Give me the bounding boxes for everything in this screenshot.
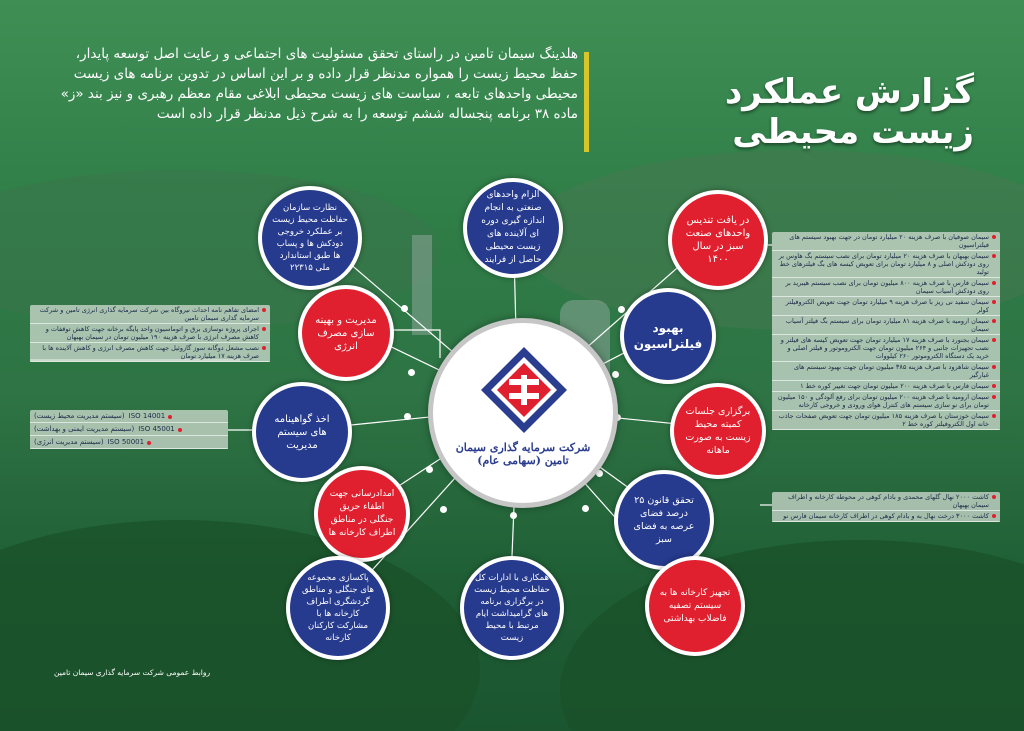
bullet-icon — [992, 338, 996, 342]
connector-dot — [618, 306, 625, 313]
bullet-icon — [992, 319, 996, 323]
bullet-icon — [992, 395, 996, 399]
bullet-icon — [992, 384, 996, 388]
node-doe-cooperation: همکاری با ادارات کل حفاظت محیط زیست در برگزاری برنامه های گرامیداشت ایام مرتبط با محیط زیست — [460, 556, 564, 660]
node-pollutant-measurement: الزام واحدهای صنعتی به انجام اندازه گیری دوره ای آلاینده های زیست محیطی حاصل از فرایند — [463, 178, 563, 278]
company-hub — [428, 318, 618, 508]
list-item: امضای تفاهم نامه احداث نیروگاه بین شرکت سرمایه گذاری انرژی تامین و شرکت سرمایه گذاری سیمان تامین — [30, 305, 270, 324]
connector-dot — [440, 506, 447, 513]
iso-item: ISO 50001 (سیستم مدیریت انرژی) — [30, 436, 228, 449]
list-item: سیمان شاهرود با صرف هزینه ۳۸۵ میلیون تومان جهت بهبود سیستم های غبارگیر — [772, 362, 1000, 381]
list-item: سیمان فارس با صرف هزینه ۲۰۰ میلیون تومان جهت تغییر کوره خط ۱ — [772, 381, 1000, 392]
list-item: کاشت ۲۰۰۰ نهال گلهای محمدی و بادام کوهی در محوطه کارخانه و اطراف سیمان بهبهان — [772, 492, 1000, 511]
list-item: سیمان فارس با صرف هزینه ۸۰۰ میلیون تومان برای نصب سیستم هیبرید بر روی دودکش آسیاب سیمان — [772, 278, 1000, 297]
bullet-icon — [992, 495, 996, 499]
node-wastewater-treatment: تجهیز کارخانه ها به سیستم تصفیه فاضلاب بهداشتی — [645, 556, 745, 656]
bullet-icon — [992, 514, 996, 518]
bullet-icon — [992, 300, 996, 304]
list-item: سیمان سفید نی ریز با صرف هزینه ۹ میلیارد تومان جهت تعویض الکتروفیلتر کولر — [772, 297, 1000, 316]
footer-credit: روابط عمومی شرکت سرمایه گذاری سیمان تامین — [54, 668, 211, 677]
connector-dot — [510, 512, 517, 519]
node-environment-committee: برگزاری جلسات کمیته محیط زیست به صورت ماهانه — [670, 383, 766, 479]
connector-dot — [404, 413, 411, 420]
list-item: سیمان خوزستان با صرف هزینه ۱۸۵ میلیون تومان جهت تعویض صفحات جاذب خانه اول الکتروفیلتر کوره خط ۲ — [772, 411, 1000, 430]
bullet-icon — [262, 308, 266, 312]
connector-dot — [582, 505, 589, 512]
iso-item: ISO 45001 (سیستم مدیریت ایمنی و بهداشت) — [30, 423, 228, 436]
node-filtration: بهبود فیلتراسیون — [620, 288, 716, 384]
intro-paragraph: هلدینگ سیمان تامین در راستای تحقق مسئولیت های اجتماعی و رعایت اصل توسعه پایدار، حفظ محیط زیست را همواره مدنظر قرار داده و بر این اساس در تدوین برنامه های زیست محیطی واحدهای تابعه ، سیاست های زیست محیطی ابلاغی مقام معظم رهبری و نیز بند «ز» ماده ۳۸ برنامه پنجساله ششم توسعه را به شرح ذیل مدنظر قرار داده است — [60, 46, 578, 122]
bullet-icon — [992, 414, 996, 418]
energy-details-panel — [30, 305, 270, 362]
bullet-icon — [992, 281, 996, 285]
filtration-details-panel — [772, 232, 1000, 430]
iso-certificates-panel — [30, 410, 228, 449]
list-item: اجرای پروژه نوسازی برق و اتوماسیون واحد پایگه برخانه جهت کاهش توقفات و کاهش مصرف انرژی با صرف هزینه ۱۹۰ میلیون تومان در سیمان بهبهان — [30, 324, 270, 343]
connector-dot — [408, 369, 415, 376]
bullet-icon — [168, 415, 172, 419]
bullet-icon — [992, 365, 996, 369]
connector-dot — [401, 305, 408, 312]
list-item: سیمان ارومیه با صرف هزینه ۲۰۰ میلیون تومان برای رفع آلودگی و ۱۵۰ میلیون تومان برای نو سازی سیستم های کنترل هوای ورودی و خروجی کارخانه — [772, 392, 1000, 411]
node-green-space-law: تحقق قانون ۲۵ درصد فضای عرصه به فضای سبز — [614, 470, 714, 570]
node-energy-management: مدیریت و بهینه سازی مصرف انرژی — [298, 285, 394, 381]
bullet-icon — [262, 327, 266, 331]
page-title: گزارش عملکرد زیست محیطی — [724, 72, 974, 152]
connector-dot — [426, 466, 433, 473]
company-logo-icon — [479, 345, 569, 435]
list-item: سیمان بهبهان با صرف هزینه ۲۰ میلیارد تومان برای نصب سیستم بگ هاوس بر روی دودکش اصلی و ۸ میلیارد تومان برای تعویض کیسه های بگ فیلترهای خط تولید — [772, 251, 1000, 278]
node-green-industry-award: در یافت تندیس واحدهای صنعت سبز در سال ۱۴۰۰ — [668, 190, 768, 290]
bullet-icon — [147, 441, 151, 445]
node-forest-cleanup: پاکسازی مجموعه های جنگلی و مناطق گردشگری اطراف کارخانه ها با مشارکت کارکنان کارخانه — [286, 556, 390, 660]
list-item: سیمان بجنورد با صرف هزینه ۱۷ میلیارد تومان جهت تعویض کیسه های فیلتر و نصب تجهیزات جانبی و ۲۶۴ میلیون تومان جهت الکتروموتور و فیلتر اصلی و خرید یک دستگاه الکتروموتور ۲۶۰ کیلووات — [772, 335, 1000, 362]
node-management-certificates: اخذ گواهینامه های سیستم مدیریت — [252, 382, 352, 482]
node-forest-fire-relief: امدادرسانی جهت اطفاء حریق جنگلی در مناطق اطراف کارخانه ها — [314, 466, 410, 562]
list-item: سیمان ارومیه با صرف هزینه ۸۱ میلیارد تومان برای سیستم بگ فیلتر آسیاب سیمان — [772, 316, 1000, 335]
bullet-icon — [992, 254, 996, 258]
list-item: سیمان صوفیان با صرف هزینه ۲۰ میلیارد تومان در جهت بهبود سیستم های فیلتراسیون — [772, 232, 1000, 251]
green-space-details-panel — [772, 492, 1000, 522]
bullet-icon — [178, 428, 182, 432]
company-name: شرکت سرمایه گذاری سیمان تامین (سهامی عام) — [455, 441, 591, 467]
list-item: کاشت ۳۰۰۰ درخت نهال به و بادام کوهی در اطراف کارخانه سیمان فارس نو — [772, 511, 1000, 522]
connector-dot — [612, 371, 619, 378]
node-doe-supervision: نظارت سازمان حفاظت محیط زیست بر عملکرد خروجی دودکش ها و پساب ها طبق استاندارد ملی ۲۲۳۱۵ — [258, 186, 362, 290]
bullet-icon — [262, 346, 266, 350]
list-item: نصب مشعل دوگانه سوز گازوئیل جهت کاهش مصرف انرژی و کاهش آلاینده ها با صرف هزینه ۱۷ میلیارد تومان — [30, 343, 270, 362]
iso-item: ISO 14001 (سیستم مدیریت محیط زیست) — [30, 410, 228, 423]
bullet-icon — [992, 235, 996, 239]
